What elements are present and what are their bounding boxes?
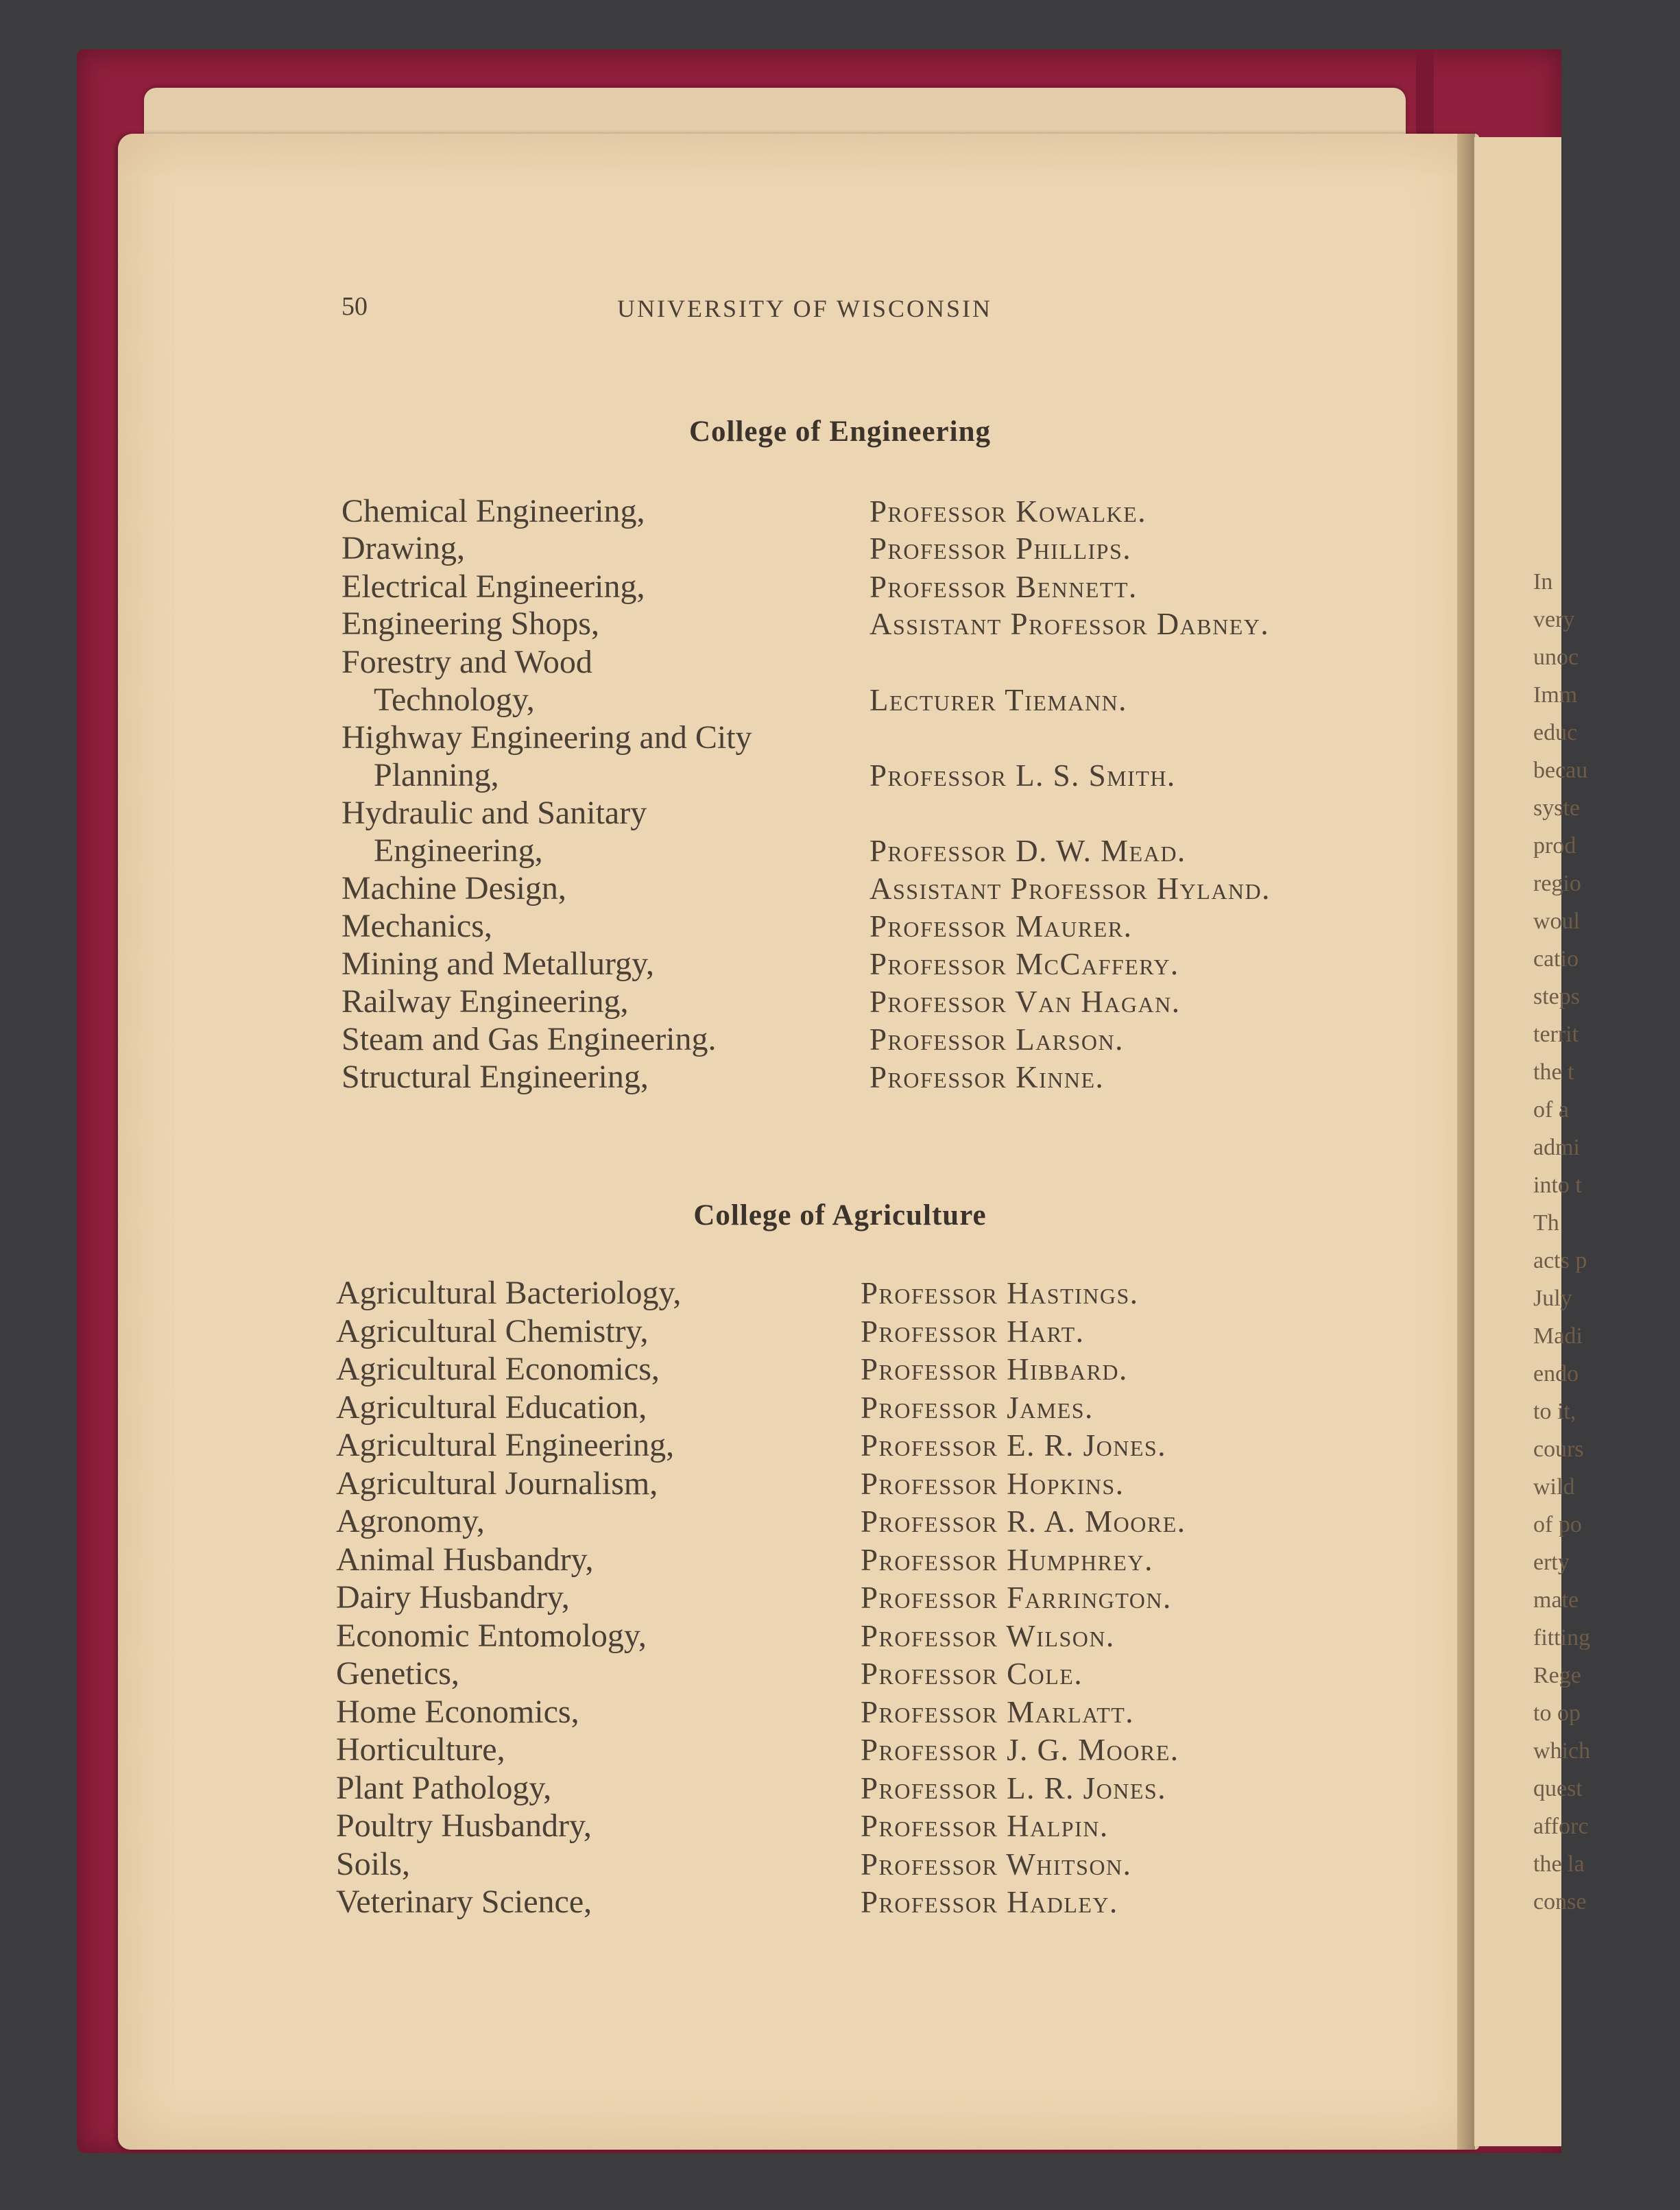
section-title-agriculture: College of Agriculture [693, 1199, 987, 1232]
adjacent-page-text: endo [1533, 1361, 1579, 1386]
engineering-department: Highway Engineering and City [341, 719, 752, 756]
adjacent-page-text: catio [1533, 946, 1579, 972]
engineering-department: Forestry and Wood [341, 644, 592, 680]
adjacent-page-text: Rege [1533, 1663, 1581, 1688]
engineering-department: Chemical Engineering, [341, 493, 645, 529]
engineering-department: Drawing, [341, 530, 465, 566]
engineering-head: Professor Larson. [869, 1022, 1124, 1057]
agriculture-head: Professor E. R. Jones. [861, 1428, 1166, 1463]
agriculture-head: Professor Humphrey. [861, 1542, 1153, 1577]
agriculture-head: Professor Hadley. [861, 1885, 1118, 1919]
agriculture-department: Agronomy, [336, 1503, 485, 1539]
agriculture-head: Professor Wilson. [861, 1618, 1115, 1653]
agriculture-department: Plant Pathology, [336, 1769, 552, 1806]
adjacent-page-text: July [1533, 1286, 1572, 1311]
adjacent-page-text: wild [1533, 1474, 1575, 1500]
agriculture-department: Genetics, [336, 1655, 459, 1692]
adjacent-page-text: regio [1533, 871, 1581, 896]
adjacent-page-text: conse [1533, 1889, 1587, 1914]
adjacent-page-text: afforc [1533, 1814, 1589, 1839]
agriculture-head: Professor Whitson. [861, 1847, 1132, 1882]
adjacent-page-text: quest [1533, 1776, 1583, 1801]
agriculture-department: Economic Entomology, [336, 1617, 647, 1654]
adjacent-page-text: Th [1533, 1210, 1559, 1236]
adjacent-page-text: syste [1533, 795, 1580, 821]
adjacent-page-text: to op [1533, 1701, 1581, 1726]
adjacent-page-text: the la [1533, 1851, 1585, 1877]
agriculture-head: Professor Hart. [861, 1314, 1085, 1349]
adjacent-page-text: becau [1533, 758, 1588, 783]
agriculture-department: Veterinary Science, [336, 1884, 592, 1920]
agriculture-department: Animal Husbandry, [336, 1541, 594, 1578]
engineering-department: Engineering Shops, [341, 605, 599, 642]
agriculture-head: Professor Cole. [861, 1657, 1083, 1691]
adjacent-page-text: unoc [1533, 645, 1579, 670]
engineering-head: Professor Bennett. [869, 570, 1138, 604]
engineering-department: Railway Engineering, [341, 983, 629, 1020]
engineering-department: Mining and Metallurgy, [341, 946, 654, 982]
agriculture-department: Dairy Husbandry, [336, 1579, 570, 1616]
agriculture-department: Agricultural Chemistry, [336, 1312, 649, 1349]
adjacent-page-text: acts p [1533, 1248, 1587, 1273]
agriculture-head: Professor J. G. Moore. [861, 1733, 1179, 1767]
agriculture-department: Poultry Husbandry, [336, 1807, 592, 1844]
adjacent-page-text: Imm [1533, 682, 1578, 708]
adjacent-page-text: prod [1533, 833, 1576, 858]
agriculture-head: Professor James. [861, 1390, 1094, 1425]
agriculture-department: Agricultural Journalism, [336, 1465, 658, 1502]
adjacent-page-text: of a [1533, 1097, 1569, 1122]
engineering-department-continued: Planning, [374, 757, 499, 793]
agriculture-head: Professor Hibbard. [861, 1352, 1128, 1386]
adjacent-page-text: very [1533, 607, 1575, 632]
agriculture-department: Agricultural Economics, [336, 1351, 660, 1387]
adjacent-page-text: which [1533, 1738, 1591, 1764]
adjacent-page-text: admi [1533, 1135, 1580, 1160]
running-head [0, 291, 1561, 333]
adjacent-page-text: into t [1533, 1173, 1582, 1198]
adjacent-page-text: to it, [1533, 1399, 1576, 1424]
section-title-engineering: College of Engineering [688, 416, 991, 448]
page-number: 50 [341, 292, 368, 321]
engineering-department: Mechanics, [341, 908, 492, 944]
engineering-head: Assistant Professor Hyland. [869, 872, 1271, 906]
engineering-head: Professor Kowalke. [869, 494, 1147, 529]
agriculture-head: Professor R. A. Moore. [861, 1504, 1186, 1539]
engineering-department-continued: Technology, [374, 682, 535, 718]
engineering-head: Professor D. W. Mead. [869, 834, 1186, 868]
adjacent-page-text: of po [1533, 1512, 1582, 1537]
engineering-head: Professor L. S. Smith. [869, 758, 1176, 793]
adjacent-page-text: cours [1533, 1437, 1584, 1462]
agriculture-head: Professor Hopkins. [861, 1466, 1125, 1501]
adjacent-page-text: woul [1533, 909, 1580, 934]
agriculture-department: Agricultural Education, [336, 1389, 647, 1426]
adjacent-page-text: mate [1533, 1587, 1579, 1613]
agriculture-department: Horticulture, [336, 1731, 505, 1768]
adjacent-page-text: steps [1533, 984, 1580, 1009]
adjacent-page-text: fitting [1533, 1625, 1591, 1650]
adjacent-page-text: the t [1533, 1059, 1574, 1085]
engineering-head: Assistant Professor Dabney. [869, 607, 1270, 641]
adjacent-page-text: Madi [1533, 1323, 1583, 1349]
agriculture-head: Professor Halpin. [861, 1809, 1109, 1843]
engineering-head: Professor Maurer. [869, 909, 1133, 944]
header-title: UNIVERSITY OF WISCONSIN [617, 295, 993, 322]
adjacent-page-text: erty [1533, 1550, 1570, 1575]
engineering-department: Structural Engineering, [341, 1059, 649, 1095]
agriculture-head: Professor Marlatt. [861, 1694, 1135, 1729]
engineering-head: Professor McCaffery. [869, 947, 1179, 981]
engineering-department-continued: Engineering, [374, 832, 543, 869]
engineering-department: Machine Design, [341, 870, 566, 906]
engineering-head: Professor Van Hagan. [869, 985, 1181, 1019]
engineering-head: Lecturer Tiemann. [869, 683, 1127, 717]
adjacent-page-text: educ [1533, 720, 1578, 745]
agriculture-department: Agricultural Engineering, [336, 1427, 675, 1463]
engineering-department: Steam and Gas Engineering. [341, 1021, 717, 1057]
agriculture-head: Professor Farrington. [861, 1581, 1172, 1615]
adjacent-page-text: territ [1533, 1022, 1579, 1047]
agriculture-department: Home Economics, [336, 1693, 579, 1730]
agriculture-head: Professor Hastings. [861, 1276, 1139, 1310]
adjacent-page-text: In [1533, 569, 1553, 594]
agriculture-department: Agricultural Bacteriology, [336, 1275, 682, 1311]
engineering-department: Electrical Engineering, [341, 568, 645, 605]
agriculture-department: Soils, [336, 1845, 411, 1882]
engineering-head: Professor Phillips. [869, 531, 1132, 566]
engineering-head: Professor Kinne. [869, 1060, 1105, 1094]
agriculture-head: Professor L. R. Jones. [861, 1770, 1166, 1805]
engineering-department: Hydraulic and Sanitary [341, 795, 647, 831]
